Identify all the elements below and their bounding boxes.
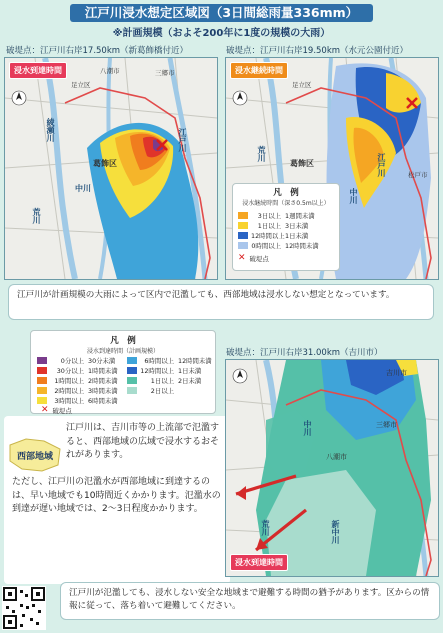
legend-breach: [41, 405, 72, 415]
legend-breach: [238, 253, 319, 263]
legend-from: 0時間以上: [251, 241, 281, 250]
note-top: 江戸川が計画規模の大雨によって区内で氾濫しても、西部地域は浸水しない想定となっています。: [8, 284, 434, 320]
legend-to: 3日未満: [285, 221, 309, 230]
legend-from: 3日以上: [257, 211, 281, 220]
north-arrow-icon: [233, 369, 247, 383]
map-bottom-right[interactable]: [225, 359, 439, 577]
legend-item: [37, 395, 118, 405]
legend-from: 6時間以上: [144, 356, 174, 365]
legend-to: 12時間未満: [285, 241, 319, 250]
west-text-2: ただし、江戸川の氾濫水が西部地域に到達するのは、早い地域でも10時間近くかかります。氾濫水の到達が遅い地域では、2〜3日程度かかります。: [12, 477, 221, 515]
legend-item: [238, 210, 319, 220]
legend-swatch: [127, 387, 137, 394]
arrival-time-tag: 浸水到達時間: [9, 62, 67, 79]
legend-from: 1日以上: [257, 221, 281, 230]
breach-point-icon: ✕: [41, 405, 49, 415]
legend-swatch: [127, 377, 137, 384]
legend-from: 3時間以上: [54, 396, 84, 405]
legend-item: [238, 230, 319, 240]
qr-code-icon[interactable]: [2, 586, 46, 630]
legend-swatch: [238, 222, 248, 229]
legend-swatch: [127, 367, 137, 374]
map-caption-bottom-right: 破堤点：江戸川右岸31.00km（吉川市）: [226, 348, 383, 358]
legend-item: [238, 220, 319, 230]
legend-item: [37, 375, 118, 385]
map-label: 荒川: [32, 208, 41, 224]
map-label: 江戸川: [178, 128, 187, 152]
page-subtitle: ※計画規模（およそ200年に1度の規模の大雨）: [112, 28, 331, 39]
legend-item: [127, 385, 212, 395]
map-top-right[interactable]: [225, 57, 439, 280]
map-label: 新中川: [331, 520, 340, 544]
map-label: 吉川市: [386, 369, 407, 377]
map-label: 江戸川: [377, 153, 386, 177]
map-label: 三郷市: [155, 69, 175, 77]
legend-to: 12時間未満: [178, 356, 212, 365]
arrival-legend: [30, 330, 216, 414]
duration-legend: [232, 183, 340, 271]
legend-swatch: [238, 212, 248, 219]
map-label: 中川: [349, 188, 358, 204]
map-label: 足立区: [71, 81, 91, 89]
legend-to: 1日未満: [178, 366, 202, 375]
west-text-1: 江戸川は、吉川市等の上流部で氾濫すると、西部地域の広域で浸水するおそれがあります。: [66, 423, 220, 461]
legend-swatch: [37, 387, 47, 394]
legend-swatch: [37, 377, 47, 384]
map-label: 三郷市: [376, 421, 397, 429]
legend-subtitle: 浸水到達時間（計画規模）: [86, 348, 159, 355]
legend-from: 12時間以上: [251, 231, 285, 240]
legend-item: [127, 375, 212, 385]
map-caption-top-right: 破堤点：江戸川右岸19.50km（水元公園付近）: [226, 46, 409, 56]
west-area-label: 西部地域: [16, 452, 53, 462]
legend-item: [238, 240, 319, 250]
legend-from: 1日以上: [150, 376, 174, 385]
breach-point-icon: ✕: [238, 253, 246, 263]
legend-item: [37, 385, 118, 395]
page-title: 江戸川浸水想定区域図（3日間総雨量336mm）: [70, 4, 373, 22]
arrival-time-tag: 浸水到達時間: [230, 554, 288, 571]
legend-to: 30分未満: [88, 356, 116, 365]
map-label: 荒川: [257, 146, 266, 162]
legend-from: 12時間以上: [140, 366, 174, 375]
legend-to: 3時間未満: [88, 386, 118, 395]
legend-to: 1日未満: [285, 231, 309, 240]
legend-swatch: [238, 242, 248, 249]
legend-item: [127, 355, 212, 365]
map-label: 中川: [75, 184, 91, 193]
legend-breach-label: 破堤点: [249, 254, 269, 263]
legend-to: 2日未満: [178, 376, 202, 385]
map-top-left[interactable]: [4, 57, 218, 280]
legend-to: 1時間未満: [88, 366, 118, 375]
map-caption-top-left: 破堤点：江戸川右岸17.50km（新葛飾橋付近）: [6, 46, 189, 56]
legend-title: 凡 例: [110, 336, 136, 346]
legend-to: 2時間未満: [88, 376, 118, 385]
map-label: 荒川: [261, 520, 270, 536]
legend-to: 1週間未満: [285, 211, 315, 220]
legend-from: 2日以上: [150, 386, 174, 395]
legend-item: [37, 355, 118, 365]
map-label: 足立区: [292, 81, 312, 89]
legend-swatch: [127, 357, 137, 364]
map-label: 中川: [303, 420, 312, 436]
legend-from: 1時間以上: [54, 376, 84, 385]
legend-breach-label: 破堤点: [52, 406, 72, 415]
north-arrow-icon: [12, 91, 26, 105]
map-label: 綾瀬川: [46, 118, 55, 142]
note-bottom: 江戸川が氾濫しても、浸水しない安全な地域まで避難する時間の猶予があります。区からの情報に従って、落ち着いて避難してください。: [60, 582, 440, 620]
legend-from: 0分以上: [60, 356, 84, 365]
map-label: 八潮市: [100, 67, 120, 75]
legend-swatch: [37, 357, 47, 364]
legend-title: 凡 例: [273, 188, 299, 198]
map-label: 八潮市: [326, 453, 347, 461]
map-label: 松戸市: [408, 171, 428, 179]
legend-swatch: [37, 397, 47, 404]
legend-subtitle: 浸水継続時間（深さ0.5m以上）: [242, 200, 330, 207]
legend-from: 30分以上: [56, 366, 84, 375]
west-area-badge: [6, 435, 64, 475]
legend-swatch: [37, 367, 47, 374]
legend-to: 6時間未満: [88, 396, 118, 405]
map-label: 葛飾区: [290, 159, 314, 168]
north-arrow-icon: [233, 91, 247, 105]
legend-from: 2時間以上: [54, 386, 84, 395]
legend-item: [127, 365, 212, 375]
duration-tag: 浸水継続時間: [230, 62, 288, 79]
map-label: 葛飾区: [93, 159, 117, 168]
legend-swatch: [238, 232, 248, 239]
header: [0, 0, 443, 40]
legend-item: [37, 365, 118, 375]
